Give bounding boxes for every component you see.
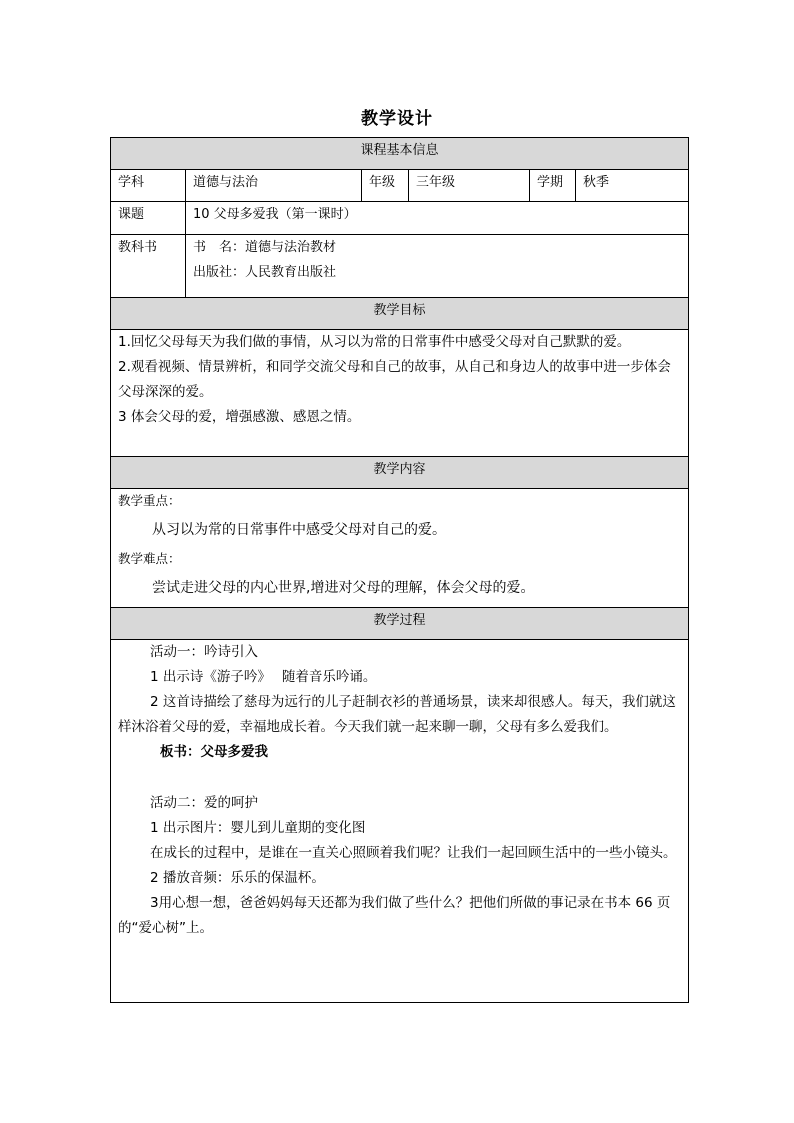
objectives-header: 教学目标	[111, 298, 689, 330]
activity2-step1: 1 出示图片：婴儿到儿童期的变化图	[150, 820, 366, 836]
publisher: 出版社：人民教育出版社	[193, 265, 337, 280]
grade-label: 年级	[362, 170, 409, 202]
objectives-body	[111, 330, 689, 457]
process-row	[111, 640, 689, 1003]
process-body	[111, 640, 689, 1003]
document-title: 教学设计	[361, 109, 433, 129]
term-label: 学期	[530, 170, 576, 202]
textbook-label: 教科书	[111, 235, 186, 298]
lesson-value: 10 父母多爱我（第一课时）	[186, 202, 689, 235]
term-value: 秋季	[576, 170, 689, 202]
textbook-row	[111, 235, 689, 298]
activity2-text: 在成长的过程中，是谁在一直关心照顾着我们呢？让我们一起回顾生活中的一些小镜头。	[150, 845, 677, 861]
spacer	[118, 765, 681, 791]
lesson-label: 课题	[111, 202, 186, 235]
book-name: 书 名：道德与法治教材	[193, 240, 337, 255]
subject-label: 学科	[111, 170, 186, 202]
key-point-label: 教学重点：	[118, 493, 181, 508]
difficulty-text: 尝试走进父母的内心世界,增进对父母的理解，体会父母的爱。	[152, 580, 535, 596]
basic-info-header: 课程基本信息	[111, 138, 689, 170]
objective-item: 2.观看视频、情景辨析，和同学交流父母和自己的故事，从自己和身边人的故事中进一步体会父母深深的爱。	[118, 359, 671, 400]
lesson-row	[111, 202, 689, 235]
lesson-plan-table	[110, 137, 689, 1003]
activity1-step2: 2 这首诗描绘了慈母为远行的儿子赶制衣衫的普通场景，读来却很感人。每天，我们就这样沐浴着父母的爱，幸福地成长着。今天我们就一起来聊一聊，父母有多么爱我们。	[118, 694, 676, 735]
objective-item: 3 体会父母的爱，增强感激、感恩之情。	[118, 409, 361, 425]
activity2-title: 活动二：爱的呵护	[150, 795, 258, 811]
content-body	[111, 489, 689, 608]
subject-value: 道德与法治	[186, 170, 362, 202]
activity2-step2: 2 播放音频：乐乐的保温杯。	[150, 870, 325, 886]
key-point-text: 从习以为常的日常事件中感受父母对自己的爱。	[152, 522, 446, 538]
textbook-value	[186, 235, 689, 298]
activity1-title: 活动一：吟诗引入	[150, 644, 258, 660]
process-header: 教学过程	[111, 608, 689, 640]
basic-info-row	[111, 170, 689, 202]
board-writing: 板书：父母多爱我	[160, 744, 268, 760]
activity1-step1: 1 出示诗《游子吟》 随着音乐吟诵。	[150, 669, 377, 685]
activity2-step3: 3用心想一想，爸爸妈妈每天还都为我们做了些什么？把他们所做的事记录在书本 66 页的“爱心树”上。	[118, 895, 671, 936]
content-row	[111, 489, 689, 608]
grade-value: 三年级	[409, 170, 530, 202]
content-header: 教学内容	[111, 457, 689, 489]
objective-item: 1.回忆父母每天为我们做的事情，从习以为常的日常事件中感受父母对自己默默的爱。	[118, 334, 631, 350]
objectives-row	[111, 330, 689, 457]
difficulty-label: 教学难点：	[118, 551, 181, 566]
